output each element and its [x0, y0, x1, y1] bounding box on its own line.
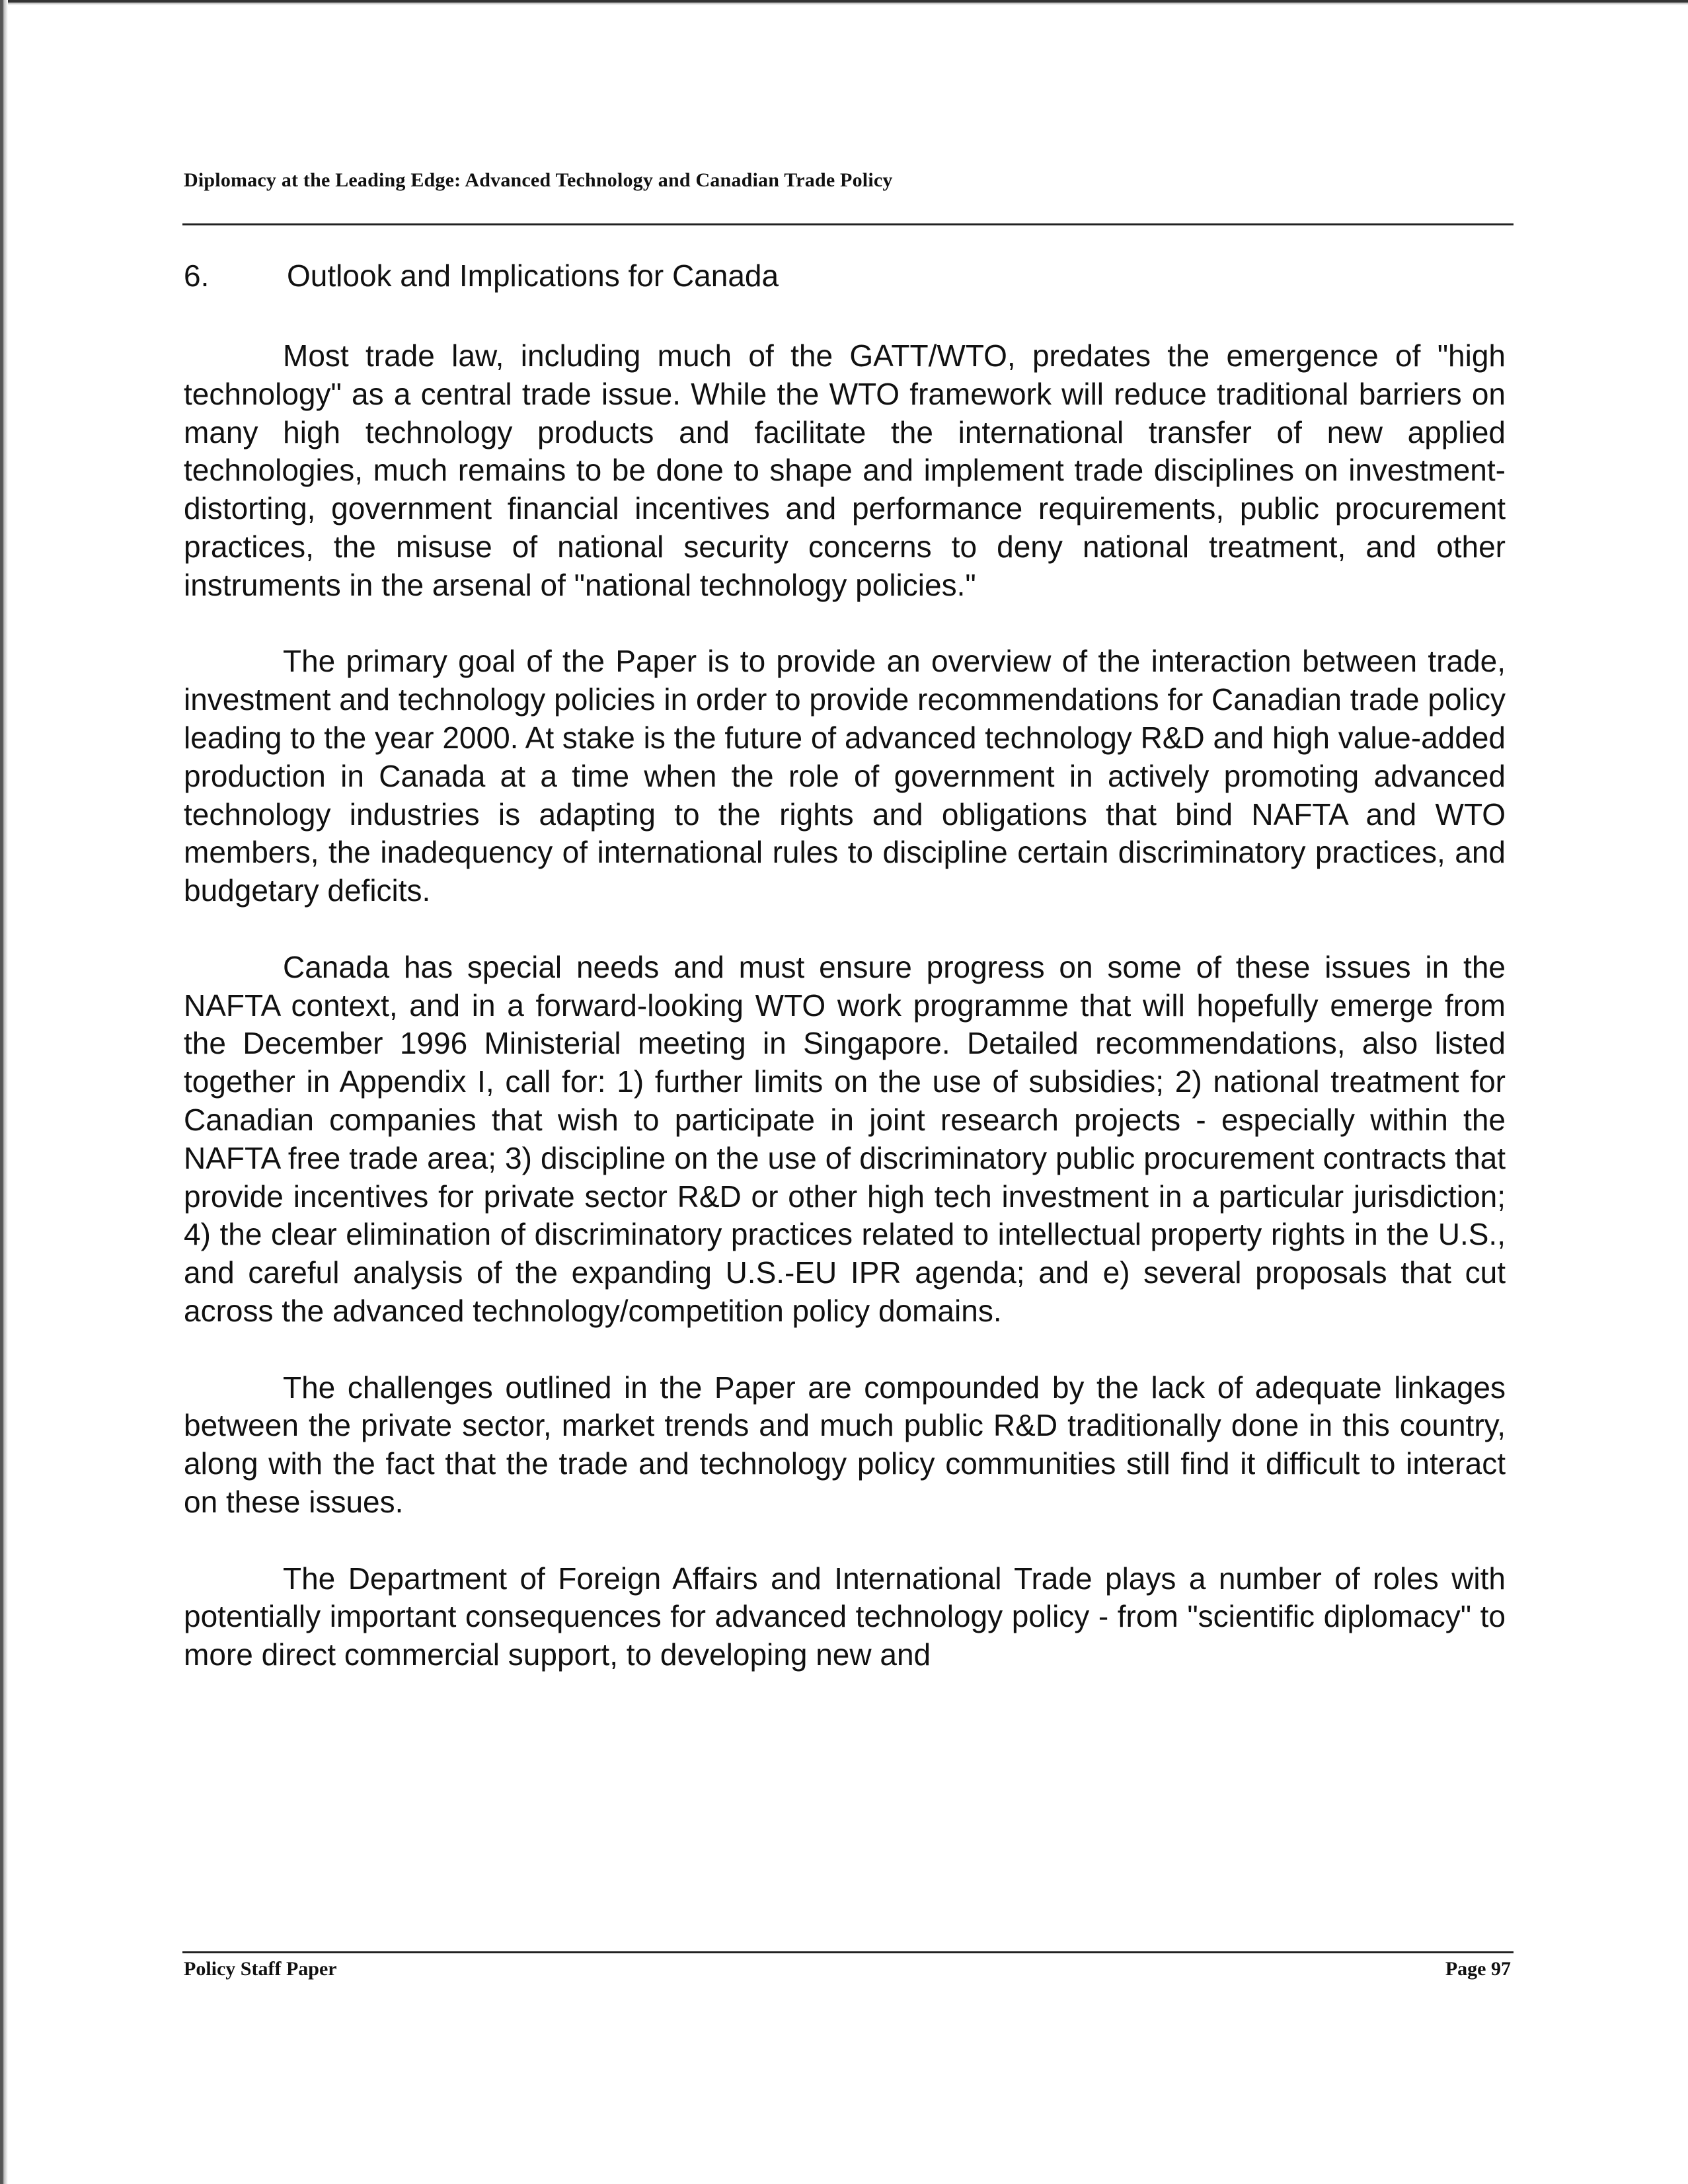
header-rule — [182, 223, 1514, 225]
paragraph-5: The Department of Foreign Affairs and International Trade plays a number of roles with potentially important consequences for advanced technology policy - from "scientific diplomacy" to more direct commercial support, to developing new and — [184, 1561, 1506, 1672]
footer-rule — [182, 1951, 1514, 1953]
footer-page-number: Page 97 — [1445, 1958, 1511, 1980]
paragraph-1: Most trade law, including much of the GATT/WTO, predates the emergence of "high technology" as a central trade issue. While the WTO framework will reduce traditional barriers on many high technology products and facilitate the international transfer of new applied technologies, much remains to be done to shape and implement trade disciplines on investment-distorting, government financial incentives and performance requirements, public procurement practices, the misuse of national security concerns to deny national treatment, and other instruments in the arsenal of "national technology policies." — [184, 338, 1506, 602]
footer-publication: Policy Staff Paper — [184, 1958, 337, 1980]
paragraph-3: Canada has special needs and must ensure progress on some of these issues in the NAFTA context, and in a forward-looking WTO work programme that will hopefully emerge from the December 1996 Ministerial meeting in Singapore. Detailed recommendations, also listed together in Appendix I, call for: 1) further limits on the use of subsidies; 2) national treatment for Canadian companies that wish to participate in joint research projects - especially within the NAFTA free trade area; 3) discipline on the use of discriminatory public procurement contracts that provide incentives for private sector R&D or other high tech investment in a particular jurisdiction; 4) the clear elimination of discriminatory practices related to intellectual property rights in the U.S., and careful analysis of the expanding U.S.-EU IPR agenda; and e) several proposals that cut across the advanced technology/competition policy domains. — [184, 949, 1506, 1328]
running-header: Diplomacy at the Leading Edge: Advanced Technology and Canadian Trade Policy — [184, 169, 893, 191]
section-title: Outlook and Implications for Canada — [287, 258, 779, 293]
body-text — [184, 337, 1506, 1713]
section-number: 6. — [184, 258, 210, 293]
scan-left-edge — [0, 0, 8, 2184]
paragraph-2: The primary goal of the Paper is to provide an overview of the interaction between trade, investment and technology policies in order to provide recommendations for Canadian trade policy leading to the year 2000. At stake is the future of advanced technology R&D and high value-added production in Canada at a time when the role of government in actively promoting advanced technology industries is adapting to the rights and obligations that bind NAFTA and WTO members, the inadequency of international rules to discipline certain discriminatory practices, and budgetary deficits. — [184, 644, 1506, 908]
section-heading — [184, 258, 779, 293]
paragraph-4: The challenges outlined in the Paper are compounded by the lack of adequate linkages between the private sector, market trends and much public R&D traditionally done in this country, along with the fact that the trade and technology policy communities still find it difficult to interact on these issues. — [184, 1370, 1506, 1519]
scan-top-edge — [0, 0, 1688, 5]
